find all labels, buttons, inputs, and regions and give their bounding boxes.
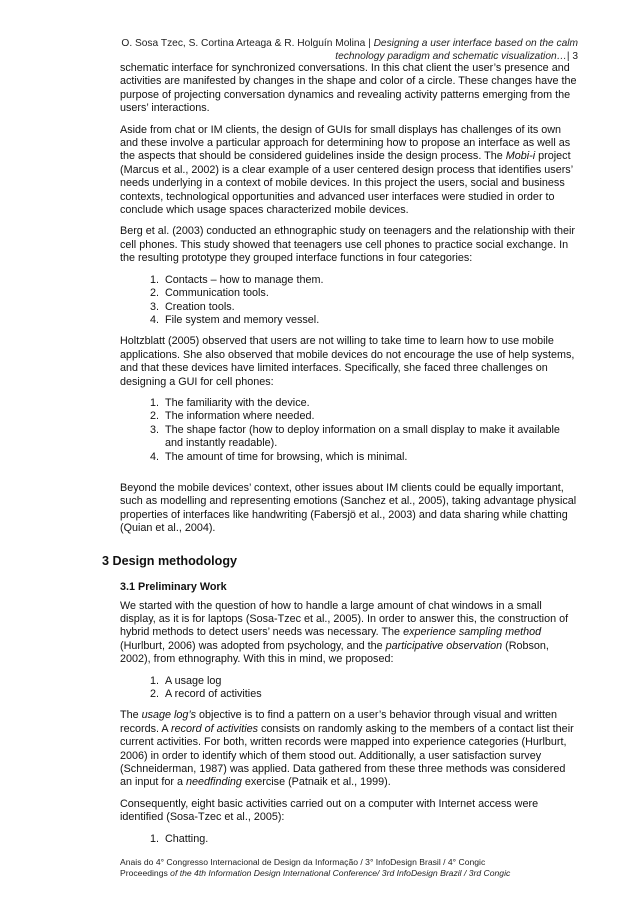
emphasis: usage log’s <box>141 709 197 722</box>
paragraph <box>120 124 580 218</box>
numbered-list <box>120 833 580 846</box>
list-item: 3. Creation tools. <box>162 301 580 314</box>
page-footer <box>120 857 580 879</box>
text-run: (Hurlburt, 2006) was adopted from psychology, and the <box>120 639 386 652</box>
emphasis: Mobi-i <box>505 150 536 163</box>
running-header <box>100 37 578 63</box>
footer-line <box>120 868 580 879</box>
list-item: 1. Contacts – how to manage them. <box>162 274 580 287</box>
emphasis: needfinding <box>186 776 242 789</box>
list-item: 1. The familiarity with the device. <box>162 397 580 410</box>
paragraph: Berg et al. (2003) conducted an ethnographic study on teenagers and the relationship with their cell phones. This study showed that teenagers use cell phones to practice social exchange. In the resulting prototype they grouped interface functions in four categories: <box>120 225 575 265</box>
emphasis: participative observation <box>385 639 503 652</box>
numbered-list <box>120 675 580 702</box>
emphasis: record of activities <box>171 722 259 735</box>
list-item: 1. Chatting. <box>162 833 580 846</box>
body-text <box>102 62 580 854</box>
header-page-number: | 3 <box>566 51 578 62</box>
header-title: Designing a user interface based on the calm technology paradigm and schematic visualization… <box>335 38 578 62</box>
text-run: project (Marcus et al., 2002) is a clear example of a user centered design process that identifies users’ needs underlying in a context of mobile devices. In this project the users, social and business contexts, technological opportunities and advanced user interfaces were studied in order to conclude which usage spaces characterized mobile devices. <box>120 150 573 217</box>
text-run: Proceedings <box>120 868 171 878</box>
emphasis: of the 4th Information Design International Conference/ 3rd InfoDesign Brazil / 3rd Congic <box>170 868 511 878</box>
header-authors: O. Sosa Tzec, S. Cortina Arteaga & R. Holguín Molina | <box>121 38 374 49</box>
list-item: 2. Communication tools. <box>162 287 580 300</box>
text-run: The <box>120 709 142 722</box>
paragraph: Beyond the mobile devices’ context, other issues about IM clients could be equally important, such as modelling and representing emotions (Sanchez et al., 2005), taking advantage physical properties of interfaces like handwriting (Fabersjö et al., 2003) and data sharing while chatting (Quian et al., 2004). <box>120 481 577 535</box>
list-item: 4. File system and memory vessel. <box>162 314 580 327</box>
text-run: objective is to find a pattern on a user’s behavior through visual and written records. A <box>120 709 557 735</box>
text-run: consists on randomly asking to the members of a contact list their current activities. For both, written records were mapped into experience categories (Hurlburt, 2006) in order to identify which of them stood out. Additionally, a user satisfaction survey (Schneiderman, 1987) was applied. Data gathered from these three methods was considered an input for a <box>120 722 574 789</box>
list-item: 4. The amount of time for browsing, which is minimal. <box>162 451 580 464</box>
footer-line: Anais do 4° Congresso Internacional de Design da Informação / 3° InfoDesign Brasil / 4° Congic <box>120 857 486 867</box>
subsection-heading: 3.1 Preliminary Work <box>120 580 227 593</box>
text-run: exercise (Patnaik et al., 1999). <box>241 776 391 789</box>
emphasis: experience sampling method <box>403 626 542 639</box>
text-run: We started with the question of how to handle a large amount of chat windows in a small display, as it is for laptops (Sosa-Tzec et al., 2005). In order to answer this, the construction of hybrid methods to detect users’ needs was necessary. The <box>120 599 569 639</box>
paragraph: Consequently, eight basic activities carried out on a computer with Internet access were identified (Sosa-Tzec et al., 2005): <box>120 797 539 824</box>
paragraph: schematic interface for synchronized conversations. In this chat client the user’s presence and activities are manifested by changes in the shape and color of a circle. These changes have the purpose of projecting conversation dynamics and revealing activity patterns emerging from the users’ interactions. <box>120 62 577 115</box>
paragraph <box>120 600 580 667</box>
list-item: 2. The information where needed. <box>162 410 580 423</box>
numbered-list <box>120 274 580 328</box>
numbered-list <box>120 397 580 464</box>
list-item: 3. The shape factor (how to deploy information on a small display to make it available and instantly readable). <box>162 424 580 451</box>
paragraph <box>120 709 580 789</box>
list-item: 2. A record of activities <box>162 688 580 701</box>
text-run: Aside from chat or IM clients, the design of GUIs for small displays has challenges of its own and these involve a particular approach for determining how to propose an interface as well as the aspects that should be considered guidelines inside the design process. The <box>120 123 571 163</box>
text-run: (Robson, 2002), from ethnography. With this in mind, we proposed: <box>120 639 549 666</box>
list-item: 1. A usage log <box>162 675 580 688</box>
section-heading: 3 Design methodology <box>102 553 238 568</box>
paragraph: Holtzblatt (2005) observed that users are not willing to take time to learn how to use mobile applications. She also observed that mobile devices do not encourage the use of help systems, and that these devices have limited interfaces. Specifically, she faced three challenges on designing a GUI for cell phones: <box>120 335 575 388</box>
